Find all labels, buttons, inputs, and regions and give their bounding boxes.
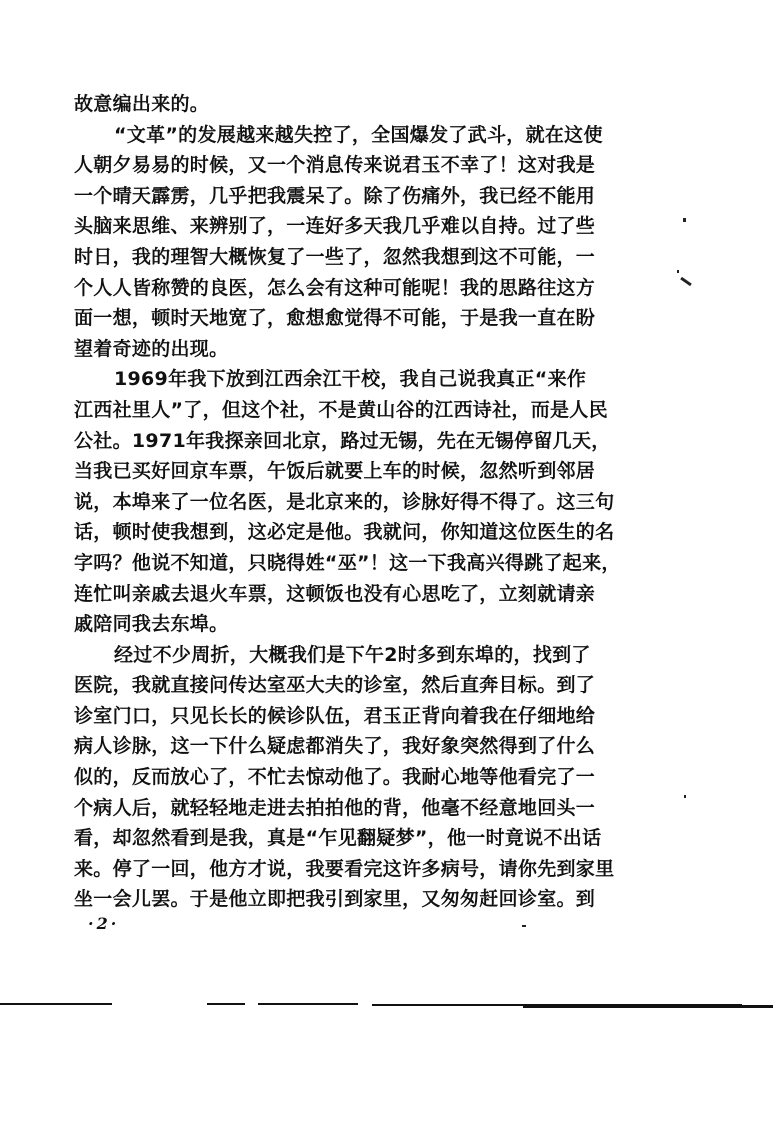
text-line: 诊室门口，只见长长的候诊队伍，君玉正背向着我在仔细地给	[74, 704, 596, 727]
text-line: 当我已买好回京车票，午饭后就要上车的时候，忽然听到邻居	[74, 460, 596, 483]
text-line: 时日，我的理智大概恢复了一些了，忽然我想到这不可能，一	[74, 245, 596, 268]
page-number: ·2·	[88, 914, 120, 933]
text-line: 戚陪同我去东埠。	[74, 613, 229, 636]
text-line: 江西社里人”了，但这个社，不是黄山谷的江西诗社，而是人民	[74, 398, 608, 421]
scan-edge-line	[0, 1003, 112, 1005]
text-line: 公社。1971年我探亲回北京，路过无锡，先在无锡停留几天，	[74, 429, 611, 452]
scan-speck	[684, 795, 686, 798]
text-line: 似的，反而放心了，不忙去惊动他了。我耐心地等他看完了一	[74, 766, 596, 789]
scan-edge-line	[207, 1003, 245, 1005]
text-line: 故意编出来的。	[74, 93, 210, 115]
text-line: 坐一会儿罢。于是他立即把我引到家里，又匆匆赶回诊室。到	[74, 888, 596, 911]
text-line: 字吗？他说不知道，只晓得姓“巫”！这一下我高兴得跳了起来，	[74, 551, 621, 574]
scan-edge-line	[258, 1003, 358, 1005]
text-line: 个病人后，就轻轻地走进去拍拍他的背，他毫不经意地回头一	[74, 796, 596, 819]
text-line: 来。停了一回，他方才说，我要看完这许多病号，请你先到家里	[74, 857, 615, 880]
text-line: 话，顿时使我想到，这必定是他。我就问，你知道这位医生的名	[74, 521, 615, 544]
text-line: 经过不少周折，大概我们是下午2时多到东埠的，找到了	[114, 643, 591, 666]
text-line: 望着奇迹的出现。	[74, 337, 229, 360]
text-line: 医院，我就直接问传达室巫大夫的诊室，然后直奔目标。到了	[74, 674, 596, 697]
text-line: 1969年我下放到江西余江干校，我自己说我真正“来作	[114, 368, 587, 391]
text-line: 看，却忽然看到是我，真是“乍见翻疑梦”，他一时竟说不出话	[74, 827, 602, 850]
text-line: 一个晴天霹雳，几乎把我震呆了。除了伤痛外，我已经不能用	[74, 184, 596, 207]
text-line: 个人人皆称赞的良医，怎么会有这种可能呢！我的思路往这方	[74, 276, 596, 299]
scan-speck	[683, 218, 686, 222]
text-line: 病人诊脉，这一下什么疑虑都消失了，我好象突然得到了什么	[74, 735, 596, 758]
scan-speck	[677, 270, 679, 273]
text-line: 说，本埠来了一位名医，是北京来的，诊脉好得不得了。这三句	[74, 490, 615, 513]
scan-edge-line	[523, 1005, 773, 1008]
text-line: 连忙叫亲戚去退火车票，这顿饭也没有心思吃了，立刻就请亲	[74, 582, 596, 605]
text-line: 面一想，顿时天地宽了，愈想愈觉得不可能，于是我一直在盼	[74, 307, 596, 330]
body-text	[74, 89, 621, 915]
scan-speck	[522, 925, 526, 927]
text-line: 头脑来思维、来辨别了，一连好多天我几乎难以自持。过了些	[74, 215, 596, 238]
text-line: 人朝夕易易的时候，又一个消息传来说君玉不幸了！这对我是	[74, 154, 596, 177]
scan-speck	[680, 277, 692, 286]
text-line: “文革”的发展越来越失控了，全国爆发了武斗，就在这使	[114, 123, 603, 146]
